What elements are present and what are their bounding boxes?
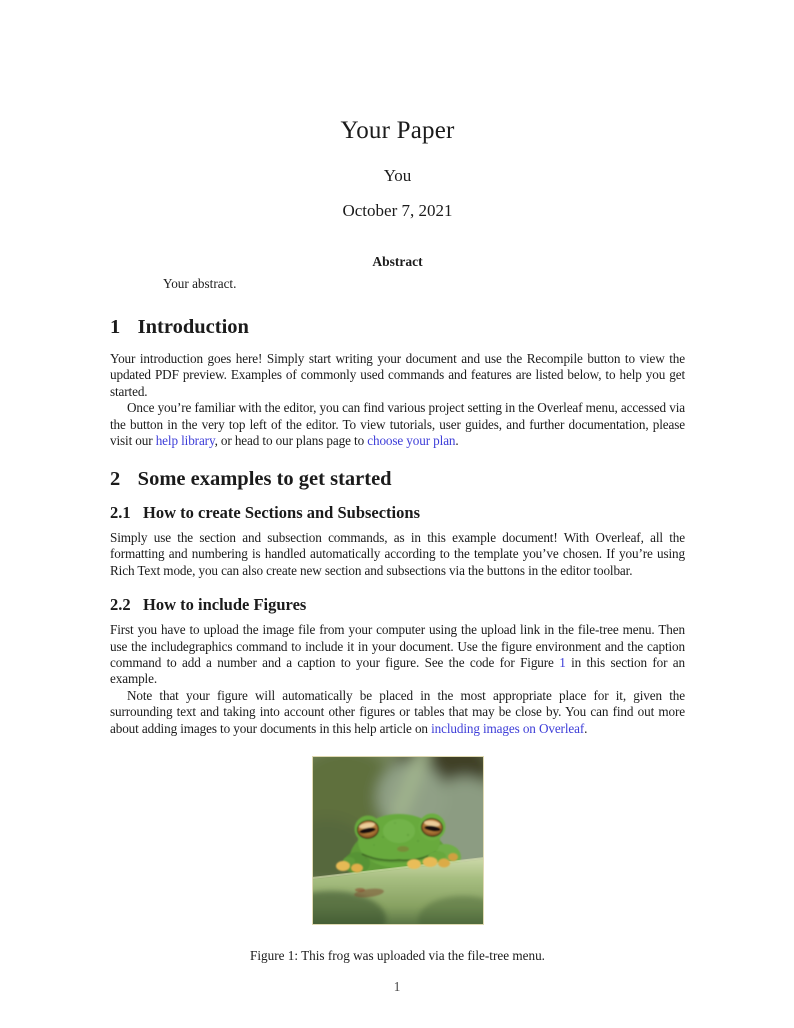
subsection-2-2-heading [110,596,685,615]
text-run: First you have to upload the image file from your computer using the upload link in the file-tree menu. Then use the includegraphics command to include it in your document. Use the figure environment and the caption command to add a number and a caption to your figure. See the code for Figure [110,622,685,670]
section-1-heading [110,316,685,340]
figure-1 [110,756,685,964]
frog-photo [313,757,483,924]
abstract-heading: Abstract [372,254,423,269]
text-run: Once you’re familiar with the editor, you can find various project setting in the Overleaf menu, accessed via the button in the very top left of the editor. To view tutorials, user guides, and further documentation, please visit our [110,400,685,448]
document-body [110,117,685,964]
subsection-number: 2.1 [110,502,131,522]
section-2-heading [110,468,685,492]
text-run: in this section for an example. [110,654,686,687]
figure-caption: Figure 1: This frog was uploaded via the file-tree menu. [250,947,545,963]
abstract-text: Your abstract. [163,276,237,291]
figures-paragraph-1 [110,622,685,688]
figures-paragraph-2 [110,688,685,737]
paper-date: October 7, 2021 [342,201,453,220]
intro-paragraph-2 [110,400,685,449]
subsection-title: How to create Sections and Subsections [143,502,420,522]
paper-title: Your Paper [340,117,455,144]
figure-image-frame [312,756,484,925]
subsection-2-1-heading [110,504,685,523]
text-run: Note that your figure will automatically be placed in the most appropriate place for it, given the surrounding text and taking into account other figures or tables that may be close by. You can find out more about adding images to your documents in this help article on [110,687,685,736]
section-number: 1 [110,316,121,339]
help-library-link[interactable]: help library [155,433,215,448]
section-title: Some examples to get started [137,468,392,491]
section-number: 2 [110,468,121,491]
page-number: 1 [393,979,401,994]
choose-your-plan-link[interactable]: choose your plan [367,433,456,448]
text-run: . [455,433,459,448]
section-title: Introduction [137,316,249,339]
text-run: , or head to our plans page to [214,433,368,448]
subsection-title: How to include Figures [143,595,307,615]
including-images-link[interactable]: including images on Overleaf [431,720,585,736]
paper-author: You [383,166,412,185]
subsection-number: 2.2 [110,595,131,615]
subsection-2-1-paragraph: Simply use the section and subsection commands, as in this example document! With Overleaf, all the formatting and numbering is handled automatically according to the template you’ve chosen. If you’re using Rich Text mode, you can also create new section and subsections via the buttons in the editor toolbar. [110,529,685,578]
intro-paragraph-1: Your introduction goes here! Simply start writing your document and use the Recompile button to view the updated PDF preview. Examples of commonly used commands and features are listed below, to help you get started. [110,350,685,399]
text-run: . [584,720,588,736]
figure-1-ref-link[interactable]: 1 [559,654,566,670]
